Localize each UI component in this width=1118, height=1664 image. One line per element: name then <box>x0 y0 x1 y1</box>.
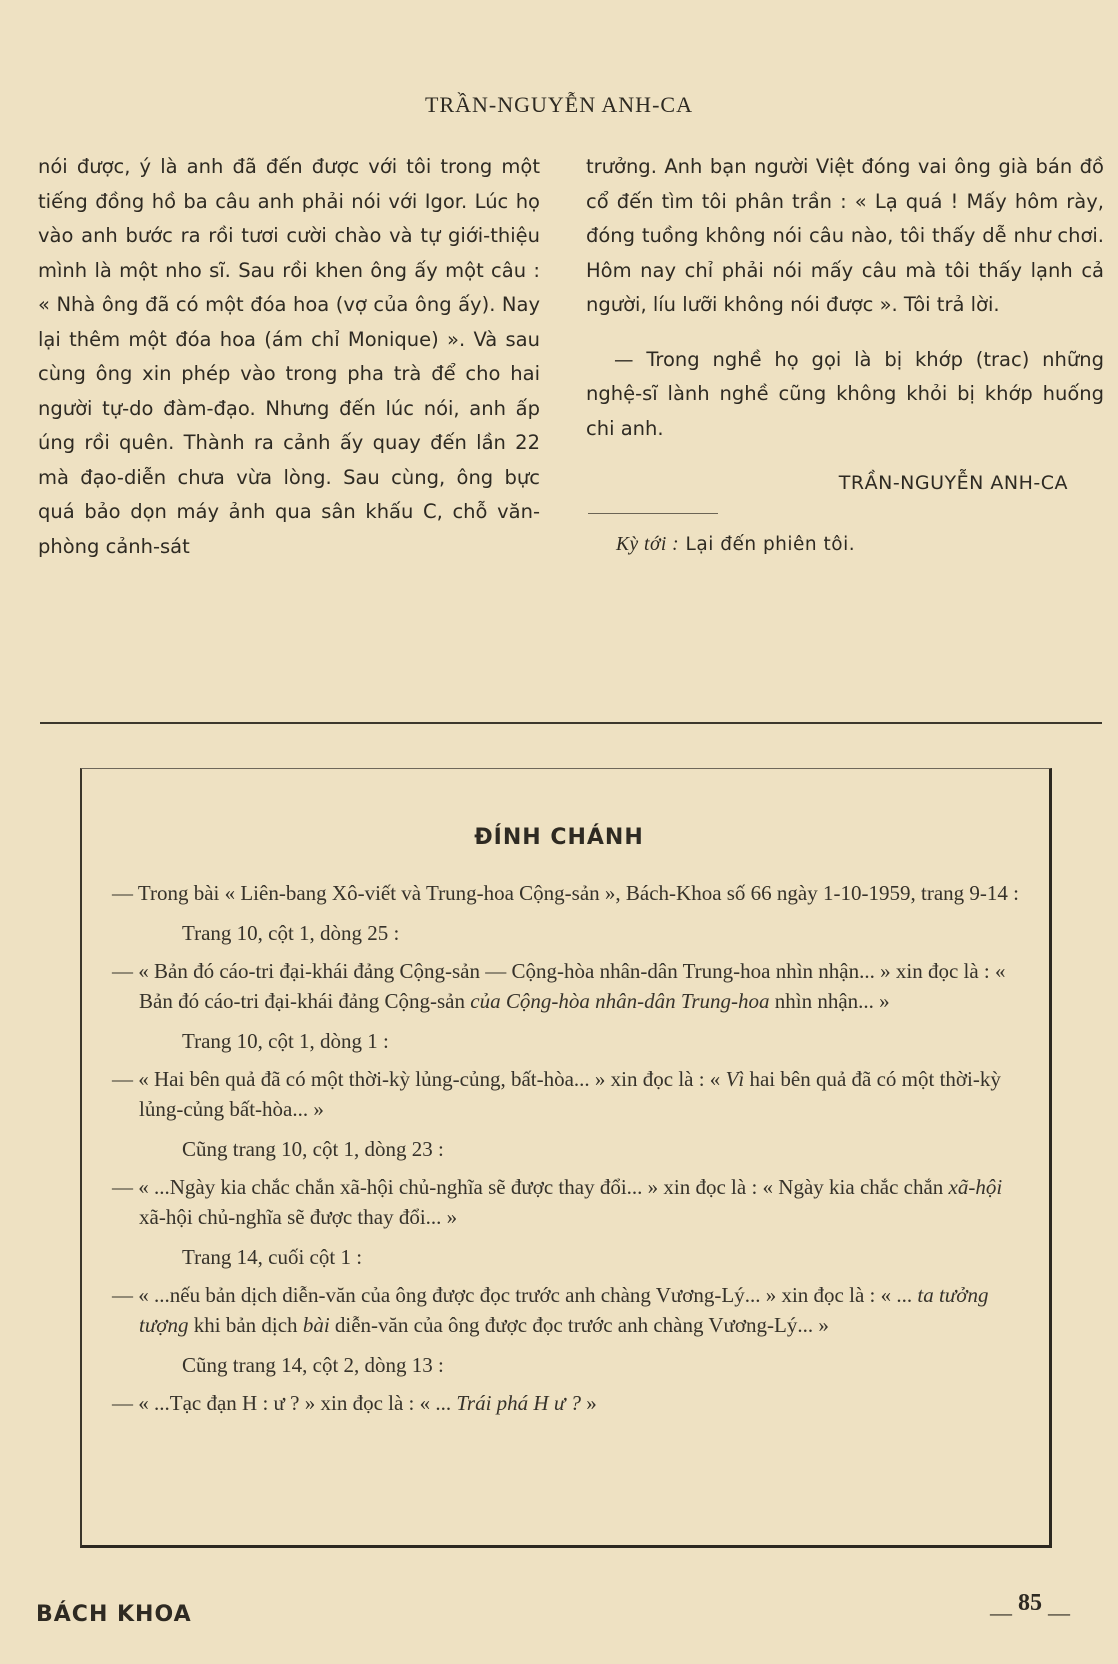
next-installment <box>586 528 1104 563</box>
next-installment-title: Lại đến phiên tôi. <box>685 533 856 555</box>
author-signature: TRẦN-NGUYỄN ANH-CA <box>838 472 1068 494</box>
erratum-reference: Cũng trang 10, cột 1, dòng 23 : <box>182 1137 444 1161</box>
erratum-intro: — Trong bài « Liên-bang Xô-viết và Trung-hoa Cộng-sản », Bách-Khoa số 66 ngày 1-10-1959, trang 9-14 : <box>112 881 1019 905</box>
erratum-body <box>112 878 1022 1418</box>
erratum-title: ĐÍNH CHÁNH <box>474 825 644 850</box>
magazine-name: BÁCH KHOA <box>36 1602 192 1627</box>
erratum-correction: — « ...Tạc đạn H : ư ? » xin đọc là : « ... Trái phá H ư ? » <box>112 1391 597 1415</box>
left-column-paragraph: nói được, ý là anh đã đến được với tôi trong một tiếng đồng hồ ba câu anh phải nói với Igor. Lúc họ vào anh bước ra rồi tươi cười chào và tự giới-thiệu mình là một nho sĩ. Sau rồi khen ông ấy một câu : « Nhà ông đã có một đóa hoa (vợ của ông ấy). Nay lại thêm một đóa hoa (ám chỉ Monique) ». Và sau cùng ông xin phép vào trong pha trà để cho hai người tự-do đàm-đạo. Nhưng đến lúc nói, anh ấp úng rồi quên. Thành ra cảnh ấy quay đến lần 22 mà đạo-diễn chưa vừa lòng. Sau cùng, ông bực quá bảo dọn máy ảnh qua sân khấu C, chỗ văn-phòng cảnh-sát <box>38 155 540 558</box>
left-column <box>38 150 540 564</box>
page-number-dash: — <box>1048 1600 1070 1625</box>
page-number: 85 <box>1018 1590 1042 1616</box>
signature-rule <box>588 513 718 514</box>
right-column-paragraph-2: — Trong nghề họ gọi là bị khớp (trac) những nghệ-sĩ lành nghề cũng không khỏi bị khớp huống chi anh. <box>586 347 1104 440</box>
right-column <box>586 150 1104 562</box>
running-head: TRẦN-NGUYỄN ANH-CA <box>425 92 693 117</box>
erratum-correction: — « Bản đó cáo-tri đại-khái đảng Cộng-sản — Cộng-hòa nhân-dân Trung-hoa nhìn nhận... » xin đọc là : « Bản đó cáo-tri đại-khái đảng Cộng-sản của Cộng-hòa nhân-dân Trung-hoa nhìn nhận... » <box>112 959 1006 1013</box>
section-divider <box>40 722 1102 724</box>
erratum-correction: — « ...Ngày kia chắc chắn xã-hội chủ-nghĩa sẽ được thay đổi... » xin đọc là : « Ngày kia chắc chắn xã-hội xã-hội chủ-nghĩa sẽ được thay đổi... » <box>112 1175 1003 1229</box>
erratum-correction: — « ...nếu bản dịch diễn-văn của ông được đọc trước anh chàng Vương-Lý... » xin đọc là : « ... ta tưởng tượng khi bản dịch bài diễn-văn của ông được đọc trước anh chàng Vương-Lý... » <box>112 1283 989 1337</box>
erratum-reference: Trang 10, cột 1, dòng 1 : <box>182 1029 389 1053</box>
erratum-reference: Trang 14, cuối cột 1 : <box>182 1245 363 1269</box>
next-installment-label: Kỳ tới : <box>616 533 680 555</box>
right-column-paragraph-1: trưởng. Anh bạn người Việt đóng vai ông già bán đồ cổ đến tìm tôi phân trần : « Lạ quá ! Mấy hôm rày, đóng tuồng không nói câu nào, tôi thấy dễ như chơi. Hôm nay chỉ phải nói mấy câu mà tôi thấy lạnh cả người, líu lưỡi không nói được ». Tôi trả lời. <box>586 155 1104 316</box>
erratum-reference: Trang 10, cột 1, dòng 25 : <box>182 921 400 945</box>
page-number-dash: — <box>990 1600 1012 1625</box>
erratum-correction: — « Hai bên quả đã có một thời-kỳ lủng-củng, bất-hòa... » xin đọc là : « Vì hai bên quả đã có một thời-kỳ lủng-củng bất-hòa... » <box>112 1067 1001 1121</box>
erratum-reference: Cũng trang 14, cột 2, dòng 13 : <box>182 1353 444 1377</box>
